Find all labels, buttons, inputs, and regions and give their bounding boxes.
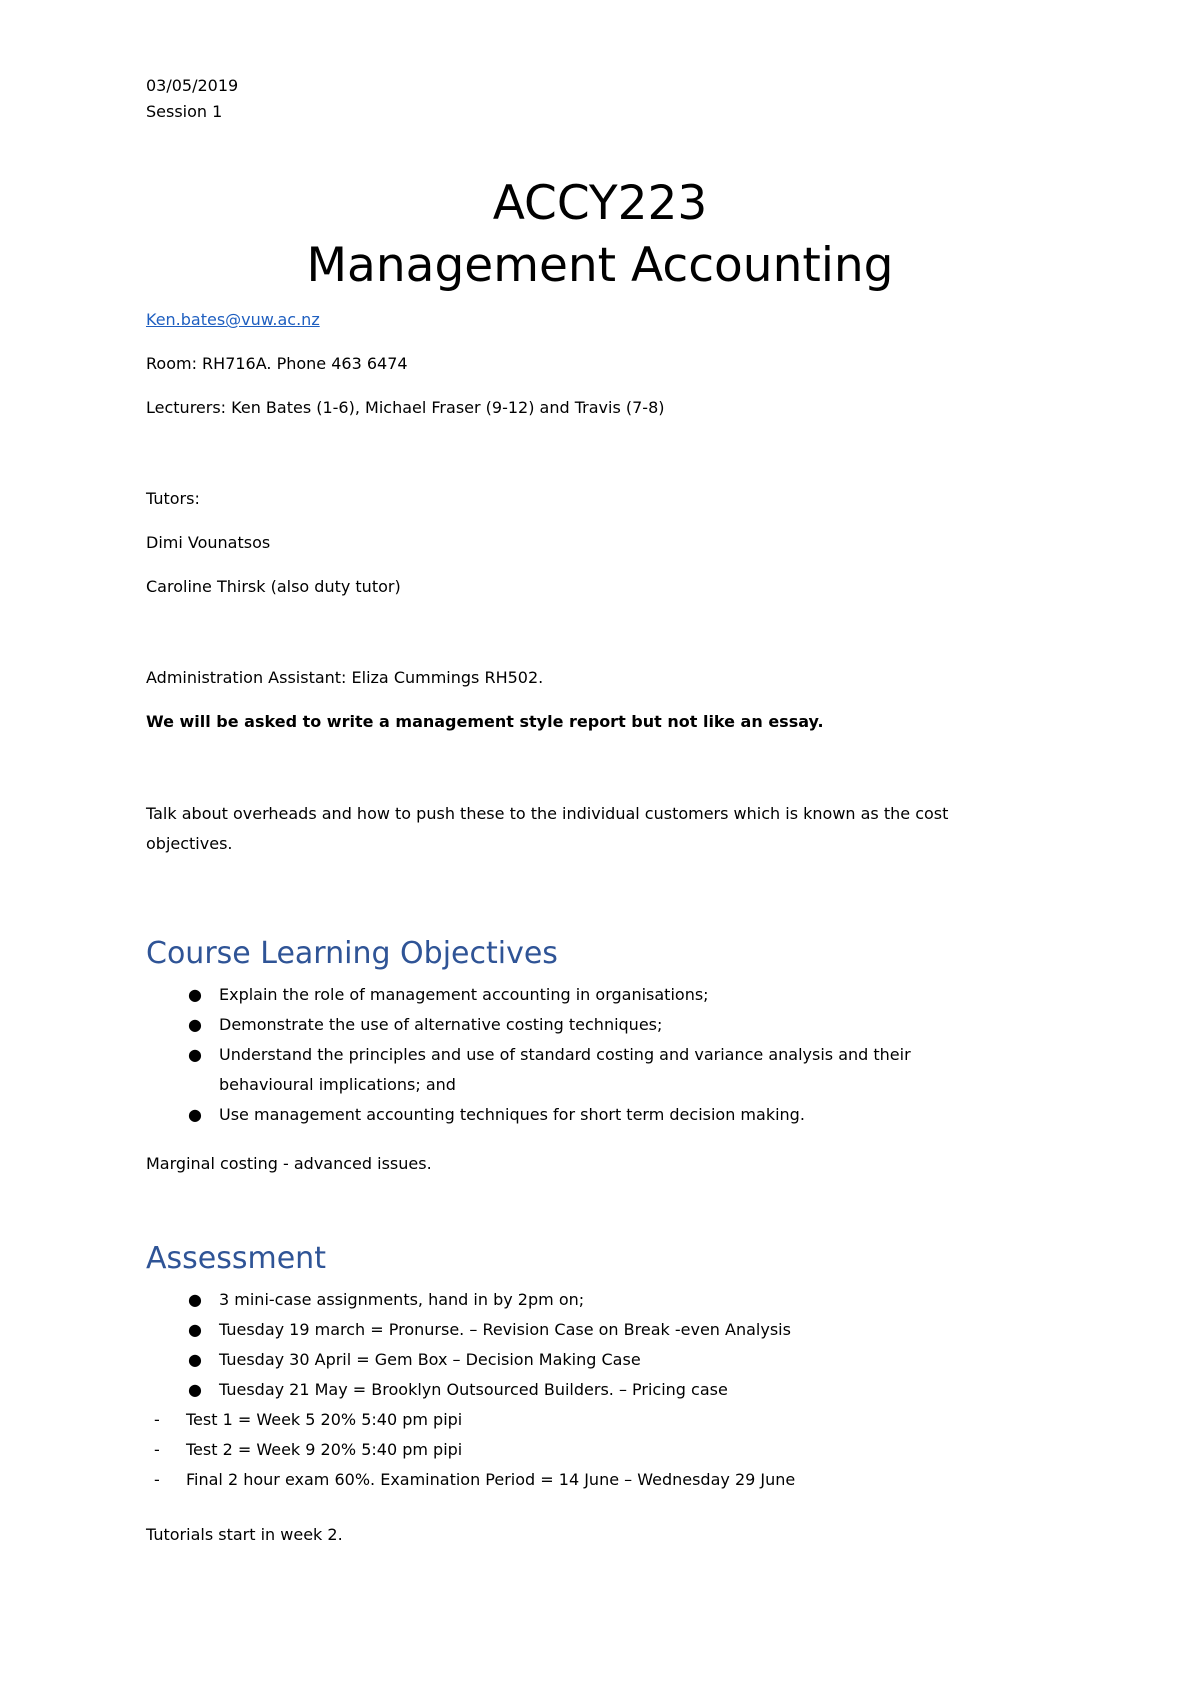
tutor-name: Caroline Thirsk (also duty tutor) xyxy=(146,577,401,596)
session-label: Session 1 xyxy=(146,102,223,121)
overheads-line: Talk about overheads and how to push these to the individual customers which is known as the cost xyxy=(146,804,949,823)
list-item-text: Tuesday 19 march = Pronurse. – Revision Case on Break -even Analysis xyxy=(219,1320,791,1339)
list-item xyxy=(146,1040,911,1070)
list-item xyxy=(146,1315,791,1345)
objectives-heading: Course Learning Objectives xyxy=(146,936,558,971)
tutorials-note: Tutorials start in week 2. xyxy=(146,1525,343,1544)
bullet-icon: ● xyxy=(188,1350,202,1369)
list-item-text: Explain the role of management accounting in organisations; xyxy=(219,985,709,1004)
list-item xyxy=(146,1345,791,1375)
marginal-costing-note: Marginal costing - advanced issues. xyxy=(146,1154,432,1173)
list-item-text: Test 2 = Week 9 20% 5:40 pm pipi xyxy=(186,1440,463,1459)
list-item-text: Test 1 = Week 5 20% 5:40 pm pipi xyxy=(186,1410,463,1429)
list-item xyxy=(146,1100,911,1130)
objectives-list xyxy=(146,980,911,1130)
list-item xyxy=(146,980,911,1010)
lecturers: Lecturers: Ken Bates (1-6), Michael Fraser (9-12) and Travis (7-8) xyxy=(146,398,665,417)
list-item-text: Final 2 hour exam 60%. Examination Period = 14 June – Wednesday 29 June xyxy=(186,1470,796,1489)
list-item-text: Demonstrate the use of alternative costing techniques; xyxy=(219,1015,663,1034)
list-item xyxy=(146,1010,911,1040)
overheads-line: objectives. xyxy=(146,834,233,853)
bullet-icon: ● xyxy=(188,1105,202,1124)
bullet-icon: ● xyxy=(188,1045,202,1064)
assessment-list xyxy=(146,1285,791,1405)
dash-icon: - xyxy=(154,1470,160,1489)
list-item-text: Tuesday 30 April = Gem Box – Decision Making Case xyxy=(219,1350,641,1369)
assessment-heading: Assessment xyxy=(146,1241,326,1276)
assessment-tests-list xyxy=(146,1405,795,1495)
course-code: ACCY223 xyxy=(492,176,708,231)
room-phone: Room: RH716A. Phone 463 6474 xyxy=(146,354,408,373)
admin-assistant: Administration Assistant: Eliza Cummings RH502. xyxy=(146,668,544,687)
bullet-icon: ● xyxy=(188,985,202,1004)
list-item-text: Understand the principles and use of standard costing and variance analysis and their xyxy=(219,1045,911,1064)
bullet-icon: ● xyxy=(188,1320,202,1339)
tutors-label: Tutors: xyxy=(146,489,200,508)
tutor-name: Dimi Vounatsos xyxy=(146,533,271,552)
list-item-continuation xyxy=(146,1070,911,1100)
email-link[interactable]: Ken.bates@vuw.ac.nz xyxy=(146,310,320,329)
list-item-text: 3 mini-case assignments, hand in by 2pm on; xyxy=(219,1290,585,1309)
bullet-icon: ● xyxy=(188,1380,202,1399)
list-item xyxy=(146,1285,791,1315)
list-item xyxy=(146,1405,795,1435)
list-item xyxy=(146,1465,795,1495)
list-item-text: Tuesday 21 May = Brooklyn Outsourced Builders. – Pricing case xyxy=(219,1380,728,1399)
document-date: 03/05/2019 xyxy=(146,76,239,95)
bullet-icon: ● xyxy=(188,1015,202,1034)
report-note: We will be asked to write a management style report but not like an essay. xyxy=(146,712,824,731)
list-item xyxy=(146,1435,795,1465)
bullet-icon: ● xyxy=(188,1290,202,1309)
list-item xyxy=(146,1375,791,1405)
dash-icon: - xyxy=(154,1440,160,1459)
dash-icon: - xyxy=(154,1410,160,1429)
list-item-text: behavioural implications; and xyxy=(219,1075,456,1094)
list-item-text: Use management accounting techniques for short term decision making. xyxy=(219,1105,805,1124)
course-title: Management Accounting xyxy=(306,238,894,293)
